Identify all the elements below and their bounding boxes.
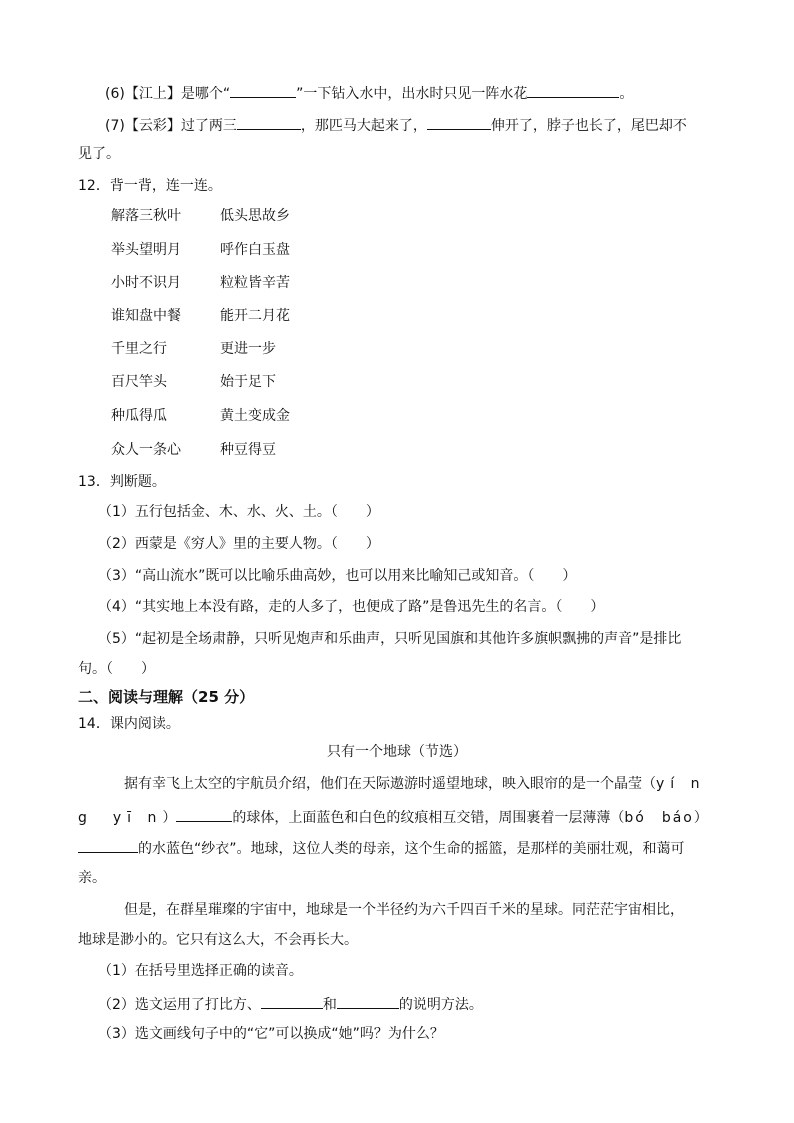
q14-sub2 — [98, 993, 483, 1015]
q11-item6-prefix: (6)【江上】是哪个“ — [105, 86, 231, 102]
match-left[interactable]: 种瓜得瓜 — [111, 408, 167, 424]
q11-item6-middle: ”一下钻入水中，出水时只见一阵水花 — [296, 86, 528, 102]
judge-item-cont[interactable]: 句。（ ） — [78, 661, 155, 677]
passage-p1-line1 — [124, 774, 706, 794]
match-row — [0, 240, 794, 260]
passage-text: ） — [693, 810, 708, 826]
q11-item7 — [105, 114, 687, 136]
q13-title: 13．判断题。 — [78, 474, 166, 490]
q11-item6 — [105, 82, 633, 104]
passage-p1-line2 — [78, 806, 708, 828]
passage-p2-line1: 但是，在群星璀璨的宇宙中，地球是一个半径约为六千四百千米的星球。同茫茫宇宙相比， — [124, 902, 684, 918]
match-left[interactable]: 小时不识月 — [111, 275, 181, 291]
match-right[interactable]: 粒粒皆辛苦 — [220, 275, 290, 291]
answer-blank[interactable] — [527, 82, 619, 98]
passage-p1-line4: 亲。 — [78, 870, 106, 886]
match-row — [0, 273, 794, 293]
match-row — [0, 339, 794, 359]
q14-title: 14．课内阅读。 — [78, 716, 180, 732]
match-right[interactable]: 更进一步 — [220, 341, 276, 357]
passage-title: 只有一个地球（节选） — [327, 744, 467, 760]
q14-sub3: （3）选文画线句子中的“它”可以换成“她”吗？为什么？ — [98, 1026, 444, 1042]
passage-text: 的球体，上面蓝色和白色的纹痕相互交错，周围裹着一层薄薄（ — [232, 810, 625, 826]
judge-item[interactable]: （5）“起初是全场肃静，只听见炮声和乐曲声，只听见国旗和其他许多旗帜飘拂的声音”是排比 — [98, 631, 682, 647]
match-left[interactable]: 解落三秋叶 — [111, 208, 181, 224]
passage-text: ） — [162, 810, 177, 826]
question-text: （2）选文运用了打比方、 — [98, 997, 261, 1013]
match-right[interactable]: 能开二月花 — [220, 308, 290, 324]
passage-p2-line2: 地球是渺小的。它只有这么大，不会再长大。 — [78, 932, 358, 948]
answer-blank[interactable] — [230, 82, 296, 98]
judge-item[interactable]: （2）西蒙是《穷人》里的主要人物。（ ） — [98, 536, 380, 552]
match-right[interactable]: 种豆得豆 — [220, 442, 276, 458]
answer-blank[interactable] — [261, 993, 323, 1009]
q11-item7-prefix: (7)【云彩】过了两三 — [105, 118, 237, 134]
match-left[interactable]: 举头望明月 — [111, 242, 181, 258]
answer-blank[interactable] — [78, 837, 138, 853]
answer-blank[interactable] — [237, 114, 301, 130]
match-row — [0, 206, 794, 226]
match-left[interactable]: 千里之行 — [111, 341, 167, 357]
passage-text: 据有幸飞上太空的宇航员介绍，他们在天际遨游时遥望地球，映入眼帘的是一个晶莹（ — [124, 776, 656, 792]
answer-blank[interactable] — [337, 993, 399, 1009]
q14-sub1: （1）在括号里选择正确的读音。 — [98, 963, 303, 979]
pinyin-option[interactable]: ī n — [127, 810, 163, 826]
match-left[interactable]: 众人一条心 — [111, 442, 181, 458]
match-row — [0, 406, 794, 426]
match-row — [0, 440, 794, 460]
q11-item7-after: 伸开了，脖子也长了，尾巴却不 — [490, 118, 687, 134]
passage-p1-line3 — [78, 837, 685, 859]
match-left[interactable]: 谁知盘中餐 — [111, 308, 181, 324]
match-right[interactable]: 低头思故乡 — [220, 208, 290, 224]
answer-blank[interactable] — [176, 806, 232, 822]
match-right[interactable]: 呼作白玉盘 — [220, 242, 290, 258]
judge-item[interactable]: （4）“其实地上本没有路，走的人多了，也便成了路”是鲁迅先生的名言。（ ） — [98, 599, 605, 615]
section-heading: 二、阅读与理解（25 分） — [78, 688, 255, 706]
answer-blank[interactable] — [427, 114, 491, 130]
pinyin-option[interactable]: bó báo — [624, 810, 694, 826]
q11-item7-line2: 见了。 — [78, 146, 120, 162]
passage-text: 的水蓝色“纱衣”。地球，这位人类的母亲，这个生命的摇篮，是那样的美丽壮观，和蔼可 — [138, 841, 685, 857]
question-text: 的说明方法。 — [398, 997, 483, 1013]
match-right[interactable]: 始于足下 — [220, 374, 276, 390]
match-left[interactable]: 百尺竿头 — [111, 374, 167, 390]
pinyin-option[interactable]: g y — [78, 810, 128, 826]
match-row — [0, 306, 794, 326]
judge-item[interactable]: （1）五行包括金、木、水、火、土。（ ） — [98, 504, 380, 520]
match-right[interactable]: 黄土变成金 — [220, 408, 290, 424]
judge-item[interactable]: （3）“高山流水”既可以比喻乐曲高妙，也可以用来比喻知己或知音。（ ） — [98, 568, 577, 584]
question-text: 和 — [322, 997, 337, 1013]
pinyin-option[interactable]: yí n — [656, 776, 706, 792]
q12-title: 12．背一背，连一连。 — [78, 178, 222, 194]
match-row — [0, 372, 794, 392]
q11-item7-middle: ，那匹马大起来了， — [300, 118, 427, 134]
q11-item6-suffix: 。 — [619, 86, 634, 102]
